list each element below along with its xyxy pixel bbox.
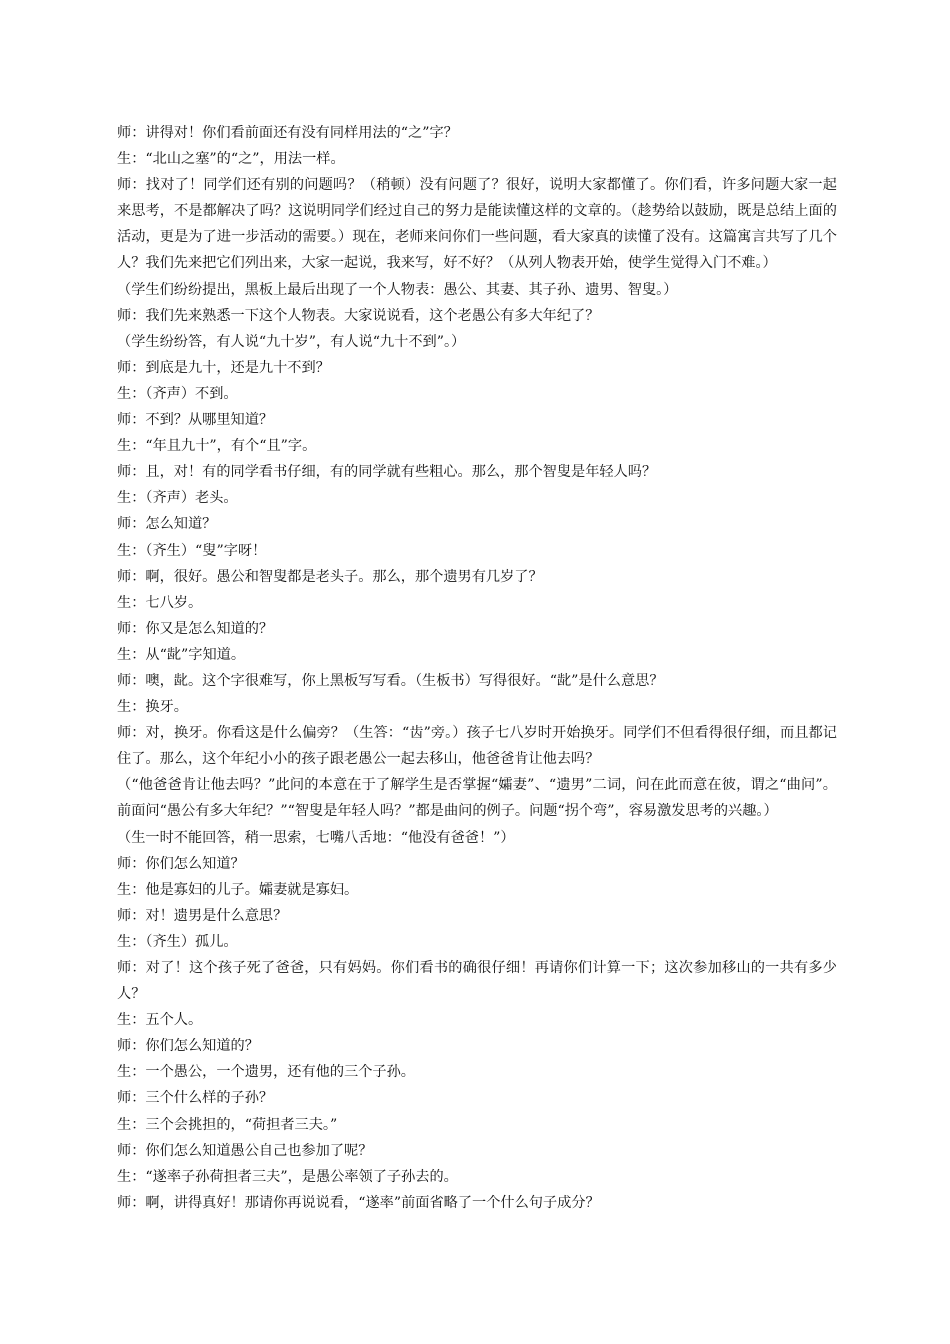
dialogue-line: 师：找对了！同学们还有别的问题吗？（稍顿）没有问题了？很好，说明大家都懂了。你们看，许多问题大家一起来思考，不是都解决了吗？这说明同学们经过自己的努力是能读懂这样的文章的。（趁势给以鼓励，既是总结上面的活动，更是为了进一步活动的需要。）现在，老师来问你们一些问题，看大家真的读懂了没有。这篇寓言共写了几个人？我们先来把它们列出来，大家一起说，我来写，好不好？（从列人物表开始，使学生觉得入门不难。） xyxy=(117,177,837,272)
dialogue-line: 生：“北山之塞”的“之”，用法一样。 xyxy=(117,151,345,168)
dialogue-line: 师：且，对！有的同学看书仔细，有的同学就有些粗心。那么，那个智叟是年轻人吗？ xyxy=(117,464,657,481)
dialogue-line: 师：我们先来熟悉一下这个人物表。大家说说看，这个老愚公有多大年纪了？ xyxy=(117,307,600,324)
dialogue-line: 师：对！遗男是什么意思？ xyxy=(117,907,288,924)
dialogue-line: 师：你们怎么知道愚公自己也参加了呢？ xyxy=(117,1142,373,1159)
dialogue-line: 师：怎么知道？ xyxy=(117,516,217,533)
dialogue-line: 师：啊，很好。愚公和智叟都是老头子。那么，那个遗男有几岁了？ xyxy=(117,568,543,585)
dialogue-line: 生：七八岁。 xyxy=(117,594,203,611)
dialogue-line: 师：噢，龀。这个字很难写，你上黑板写写看。（生板书）写得很好。“龀”是什么意思？ xyxy=(117,672,664,689)
stage-note: （生一时不能回答，稍一思索，七嘴八舌地：“他没有爸爸！”） xyxy=(117,829,515,846)
dialogue-line: 生：“遂率子孙荷担者三夫”，是愚公率领了子孙去的。 xyxy=(117,1168,458,1185)
dialogue-line: 师：你又是怎么知道的？ xyxy=(117,620,274,637)
dialogue-line: 生：他是寡妇的儿子。孀妻就是寡妇。 xyxy=(117,881,359,898)
dialogue-line: 生：（齐声）老头。 xyxy=(117,490,238,507)
dialogue-line: 生：换牙。 xyxy=(117,699,188,716)
dialogue-line: 生：“年且九十”，有个“且”字。 xyxy=(117,438,317,455)
dialogue-line: 生：五个人。 xyxy=(117,1012,203,1029)
document-body xyxy=(117,120,837,1216)
dialogue-line: 生：（齐生）孤儿。 xyxy=(117,933,238,950)
dialogue-line: 生：一个愚公，一个遗男，还有他的三个子孙。 xyxy=(117,1064,415,1081)
dialogue-line: 师：对，换牙。你看这是什么偏旁？（生答：“齿”旁。）孩子七八岁时开始换牙。同学们不但看得很仔细，而且都记住了。那么，这个年纪小小的孩子跟老愚公一起去移山，他爸爸肯让他去吗？ xyxy=(117,725,837,768)
stage-note: （“他爸爸肯让他去吗？”此问的本意在于了解学生是否掌握“孀妻”、“遗男”二词，问在此而意在彼，谓之“曲问”。前面问“愚公有多大年纪？”“智叟是年轻人吗？”都是曲问的例子。问题“拐个弯”，容易激发思考的兴趣。） xyxy=(117,777,837,820)
dialogue-line: 师：三个什么样的子孙？ xyxy=(117,1090,274,1107)
dialogue-line: 师：对了！这个孩子死了爸爸，只有妈妈。你们看书的确很仔细！再请你们计算一下；这次参加移山的一共有多少人？ xyxy=(117,960,837,1003)
dialogue-line: 师：你们怎么知道？ xyxy=(117,855,245,872)
dialogue-line: 生：（齐生）“叟”字呀！ xyxy=(117,542,267,559)
dialogue-line: 生：三个会挑担的，“荷担者三夫。” xyxy=(117,1116,338,1133)
dialogue-line: 师：讲得对！你们看前面还有没有同样用法的“之”字？ xyxy=(117,125,458,141)
dialogue-line: 生：从“龀”字知道。 xyxy=(117,646,246,663)
dialogue-line: 师：到底是九十，还是九十不到？ xyxy=(117,359,330,376)
stage-note: （学生纷纷答，有人说“九十岁”，有人说“九十不到”。） xyxy=(117,333,466,350)
dialogue-line: 师：不到？从哪里知道？ xyxy=(117,412,274,429)
stage-note: （学生们纷纷提出，黑板上最后出现了一个人物表：愚公、其妻、其子孙、遗男、智叟。） xyxy=(117,281,678,298)
dialogue-line: 师：你们怎么知道的？ xyxy=(117,1038,259,1055)
dialogue-line: 师：啊，讲得真好！那请你再说说看，“遂率”前面省略了一个什么句子成分？ xyxy=(117,1194,600,1211)
dialogue-line: 生：（齐声）不到。 xyxy=(117,385,238,402)
